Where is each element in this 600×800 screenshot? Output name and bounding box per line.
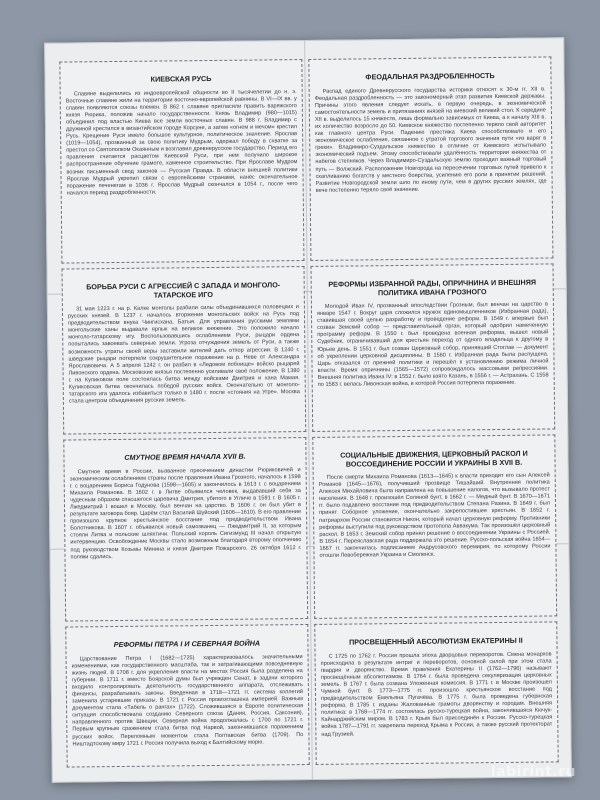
section-catherine-ii — [314, 621, 558, 765]
section-time-of-troubles — [63, 437, 308, 622]
section-title: СМУТНОЕ ВРЕМЯ НАЧАЛА XVII В. — [124, 451, 246, 462]
section-title: ПРОСВЕЩЕННЫЙ АБСОЛЮТИЗМ ЕКАТЕРИНЫ II — [349, 635, 523, 647]
section-body: Смутное время в России, вызванное пресечением династии Рюриковичей и экономическим ослаблением страны после правления Ивана Грозного, началось в 1598 г. с воцарением Бориса Годунова (1598—1605) и закончилось в 1613 г. с воцарением Михаила Романова. В 1602 г. в Литве объявился человек, выдававший себя за чудесным образом спасшегося царевича Дмитрия, убитого в Угличе в 1591 г. В 1605 г. Лжедмитрий I вошел в Москву, был венчан на царство. В 1606 г. он был убит в результате заговора бояр. Царём стал Василий Шуйский (1606—1610). В его правление произошло крупное крестьянское восстание под предводительством Ивана Болотникова. В 1607 г. объявился новый самозванец — Лжедмитрий II, за которым стояли Литва и польские шляхтичи. Польский король Сигизмунд III начал открытую интервенцию. Освобождение Москвы стало возможным благодаря второму ополчению под руководством Козьмы Минина и князя Дмитрия Пожарского. 26 октября 1612 г. поляки сдались. — [69, 466, 302, 561]
section-title: СОЦИАЛЬНЫЕ ДВИЖЕНИЯ, ЦЕРКОВНЫЙ РАСКОЛ И ВОССОЕДИНЕНИЕ РОССИИ И УКРАИНЫ В XVII В. — [340, 448, 528, 469]
section-body: 31 мая 1223 г. на р. Калке монголы разбили силы объединившихся половецких и русских князей. В 1237 г. началось вторжение монгольских войск на Русь под предводительством внука Чингисхана, Батыя. Для управления русскими землями монгольские ханы выдавали ярлык на великое княжение. Это положило начало монголо-татарскому игу. Воспользовавшись ослаблением Руси, рыцари ордена попытались завоевать северные земли. Угроза отчуждения земель от Руси, а также возможность утраты своей веры заставили жителей дать отпор агрессии. В 1240 г. шведские рыцари потерпели сокрушительное поражение на р. Неве от Александра Ярославовича. А 5 апреля 1242 г. он разбил в «Ледовом побоище» войско рыцарей Ливонского ордена. Московские князья постепенно усиливали своё положение. В 1380 г. на Куликовом поле состоялась битва между войсками Дмитрия и хана Мамая. Куликовская битва окончилась победой русских войск. Окончательно от монголо-татарского ига удалось избавиться только в 1480 г. после «стояния на Угре». Москва стала центром объединения русских земель. — [67, 304, 300, 405]
history-leaflet — [44, 37, 572, 782]
section-ivan-the-terrible — [310, 263, 555, 432]
section-body: Славяне выделились из индоевропейской общности во II тысячелетии до н. э. Восточные славяне жили на территории восточно-европейской равнины. В VI—IX вв. у славян появляются союзы племен. В 862 г. славяне пригласили править варяжского князя Рюрика, положив начало государственности. Князь Владимир (980—1015) объединил под властью Киева все земли восточных славян. В 988 г. Владимир с дружиной крестился в византийском городе Корсуне, а затем «огнем и мечом» крестил Русь. Крещение Руси имело большое культурное, политическое значение. Ярослав (1019—1054), прозванный за свою политику Мудрым, одержал победу в схватке за престол со Святополком Окаянным и возглавил древнерусское государство. Период его правления считается расцветом Киевской Руси, при нем получило широкое распространение обучение грамоте, каменное строительство. При Ярославе Мудром возник письменный свод законов — Русская Правда. В области внешней политики Ярослав Мудрый укрепил связи с европейскими странами, нанёс окончательное поражение печенегам в 1036 г. Ярослав Мудрый скончался в 1054 г., после чего начался период раздробленности. — [65, 88, 298, 197]
section-body: Молодой Иван IV, прозванный впоследствии Грозным, был венчан на царство в январе 1547 г. Вокруг царя сложился кружок единомышленников (Избранная рада), ставившая своей целью разработку и проведение реформ. В 1549 г. впервые был созван Земский собор — представительный орган, который одобрил намеченную программу реформ. В 1550 г. был проведена военная реформа, вышел новый Судебник, ограничивавший для крестьян переход от одного владельца к другому в Юрьев день. В 1551 г. был созван Церковный собор, принявший Стоглав — документ об укреплении церковной дисциплины. В 1560 г. Избранная рада была распущена. Царь отказался от прежней политики и перешёл к установлению режима личной власти. Время опричнины (1565—1572) сопровождалось массовыми репрессиями. Внешняя политика Ивана IV: в 1552 г. было взято Казань, в 1556 г. — Астрахань. С 1558 по 1583 г. велась Ливонская война, в которой Россия потерпела поражение. — [316, 301, 549, 388]
section-body: После смерти Михаила Романова (1613—1645) к власти приходит его сын Алексей Романов (1645—1676), получивший прозвище Тишайший. Внутренняя политика Алексея Михайловича была направлена на повышение налогов, что вызывало протест населения. В 1648 г. произошёл Соляной бунт, в 1662 г. — Медный бунт. В 1670—1671 гг. было подавлено восстание под предводительством Степана Разина. В 1649 г. был принят Соборное уложение, окончательно закрепостившее крестьян. В 1652 г. патриархом России становится Никон, который начал церковную реформу. Противники реформы выступили под руководством протопопа Аввакума. Так произошёл церковный раскол. В 1653 г. Земский собор принял решение о воссоединении Украины с Россией. В 1654 г. Переяславская рада поддержала это решение. Русско-польская война 1654—1667 гг. закончилась подписанием Андрусовского перемирия, по которому России отошли Левобережная Украина и Смоленск. — [318, 472, 551, 559]
section-body: С 1725 по 1762 г. Россия прошла эпоха дворцовых переворотов. Смена монархов происходила в результате интриг и переворотов, основной силой при этом стала гвардия и дворянство. Время правления Екатерины II (1762—1796) называют просвещённым абсолютизмом. В 1764 г. была проведена секуляризация церковных земель. В 1767 г. была созвана Уложенная комиссия. В 1771 г. в Москве произошел Чумной бунт. В 1773—1775 гг. произошло крестьянское восстание под предводительством Емельяна Пугачёва. В 1775 г. была проведена губернская реформа. В 1785 г. изданы Жалованные грамоты дворянству и городам. Внешняя политика: в 1768—1774 гг. состоялась русско-турецкая война, закончившаяся Кючук-Кайнарджийским миром. В 1783 г. Крым был присоединён к России. Русско-турецкая война 1787—1791 гг. закрепила переход Крыма к России, а также русский протекторат над Грузией. — [320, 650, 553, 738]
section-kievan-rus — [59, 59, 304, 264]
section-title: БОРЬБА РУСИ С АГРЕССИЕЙ С ЗАПАДА И МОНГОЛО-ТАТАРСКОЕ ИГО — [86, 280, 281, 300]
section-struggle-with-aggression — [62, 266, 307, 435]
section-title: КИЕВСКАЯ РУСЬ — [150, 73, 212, 84]
section-feudal-fragmentation — [308, 56, 553, 261]
section-body: Царствование Петра I (1682—1725) характеризовалось значительными изменениями, как государственного масштаба, так и затрагивающими повседневную жизнь людей. В 1708 г. для укрепления власти на местах Россия была разделена на губернии. В 1711 г. вместо Боярской думы был учрежден Сенат, в задачи которого входило контролировать деятельность государственного аппарата, отслеживать финансы, разрабатывать законы. Введенная в 1718—1721 гг. система коллегий заменила устаревшие приказы. В 1721 г. Россия провозглашена империей. Важным документом стала «Табель о рангах» (1722). Сложившаяся в Европе политическая ситуация способствовала созданию Северного союза (Дания, Россия, Саксония), направленного против Швеции. Северная война продолжалась с 1700 по 1721 г. Первым крупным сражением стала битва под Нарвой, закончившаяся поражением русских войск. Переломным моментом стала Полтавская битва (1709). По Ништадтскому миру 1721 г. Россия получила выход к Балтийскому морю. — [71, 653, 304, 748]
section-peter-reforms — [65, 624, 309, 768]
sections-grid — [59, 56, 558, 767]
watermark: labirint.ru — [490, 764, 576, 780]
section-title: ФЕОДАЛЬНАЯ РАЗДРОБЛЕННОСТЬ — [365, 71, 495, 82]
section-body: Распад единого Древнерусского государства историки относят к 30-м гг. XII в. Феодальная раздробленность — это закономерный этап развития Киевской державы. Причины этого явления следует искать, в первую очередь, в экономической самостоятельности земель и притязаниях князей на киевский великий стол. К середине XII в. выделилось 15 княжеств, лишь формально зависимых от Киева, а к началу XIII в. их количество возросло до 50. Киевское княжество постепенно теряло свой авторитет как главного центра Руси. Падению престижа Киева способствовало и его экономическое ослабление, связанное с утратой торгового значения пути «из варяг в греки». Владимиро-Суздальское княжество в отличие от Киевского испытывало экономический подъем. Этому способствовали удалённость территории княжества от набегов степняков. Через Владимиро-Суздальскую землю проходил важный торговый путь — Волжский. Расположение Новгорода на пересечении торговых путей привело к скапливанию богатств у местного боярства, усилению его роли в принятии решений. Развитие Новгородской земли шло по иному пути, чем в других русских землях, где вече постепенно теряло своё значение. — [314, 85, 547, 194]
section-church-schism — [312, 434, 557, 619]
section-title: РЕФОРМЫ ИЗБРАННОЙ РАДЫ, ОПРИЧНИНА И ВНЕШНЯЯ ПОЛИТИКА ИВАНА ГРОЗНОГО — [328, 277, 537, 297]
section-title: РЕФОРМЫ ПЕТРА I И СЕВЕРНАЯ ВОЙНА — [113, 638, 261, 650]
